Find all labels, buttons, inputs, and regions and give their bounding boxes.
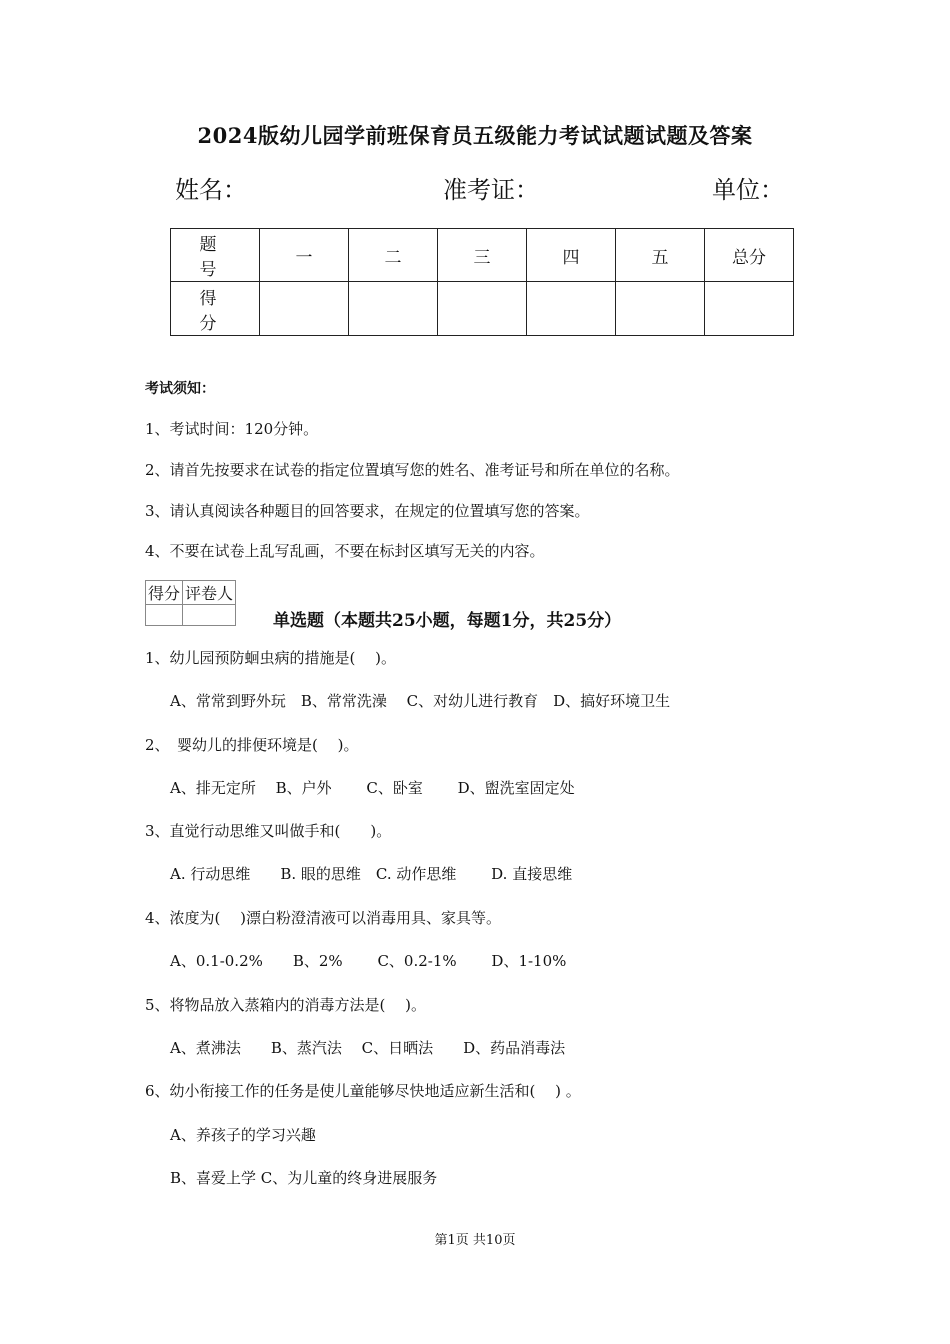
grader-table: [145, 580, 236, 626]
question-text: 1、幼儿园预防蛔虫病的措施是( )。: [145, 649, 397, 667]
section-4-header: 四: [527, 229, 616, 282]
section-3-header: 三: [438, 229, 527, 282]
total-header: 总分: [705, 229, 794, 282]
score-cell: [616, 282, 705, 336]
question-text: 6、幼小衔接工作的任务是使儿童能够尽快地适应新生活和( ) 。: [145, 1082, 581, 1100]
score-cell: [260, 282, 349, 336]
question-text: 3、直觉行动思维又叫做手和( )。: [145, 822, 392, 840]
score-cell: [705, 282, 794, 336]
section-2-header: 二: [349, 229, 438, 282]
page-footer: 第1页 共10页: [434, 1233, 516, 1248]
unit-label: 单位：: [712, 176, 784, 204]
question-number-label: 题 号: [171, 229, 260, 282]
score-table: [170, 228, 794, 336]
score-cell: [349, 282, 438, 336]
grader-reviewer-cell: [183, 605, 236, 626]
name-label: 姓名：: [175, 176, 247, 204]
question-options: A. 行动思维 B. 眼的思维 C. 动作思维 D. 直接思维: [170, 865, 573, 883]
question-text: 2、 婴幼儿的排便环境是( )。: [145, 736, 359, 754]
question-options: A、煮沸法 B、蒸汽法 C、日晒法 D、药品消毒法: [170, 1039, 566, 1057]
notes-heading: 考试须知：: [145, 381, 215, 397]
score-table-header-row: [171, 229, 794, 282]
score-cell: [438, 282, 527, 336]
question-options: A、常常到野外玩 B、常常洗澡 C、对幼儿进行教育 D、搞好环境卫生: [170, 692, 671, 710]
note-item: 3、请认真阅读各种题目的回答要求，在规定的位置填写您的答案。: [145, 502, 590, 520]
question-options: A、0.1-0.2% B、2% C、0.2-1% D、1-10%: [170, 952, 567, 970]
question-option: A、养孩子的学习兴趣: [170, 1126, 316, 1144]
grader-score-label: 得分: [146, 581, 183, 605]
note-item: 4、不要在试卷上乱写乱画，不要在标封区填写无关的内容。: [145, 542, 545, 560]
score-table-score-row: [171, 282, 794, 336]
section-1-header: 一: [260, 229, 349, 282]
note-item: 2、请首先按要求在试卷的指定位置填写您的姓名、准考证号和所在单位的名称。: [145, 461, 680, 479]
question-option: B、喜爱上学 C、为儿童的终身进展服务: [170, 1169, 438, 1187]
section-5-header: 五: [616, 229, 705, 282]
question-text: 4、浓度为( )漂白粉澄清液可以消毒用具、家具等。: [145, 909, 502, 927]
question-options: A、排无定所 B、户外 C、卧室 D、盥洗室固定处: [170, 779, 575, 797]
note-item: 1、考试时间：120分钟。: [145, 420, 319, 438]
section-title: 单选题（本题共25小题，每题1分，共25分）: [273, 611, 622, 631]
grader-score-cell: [146, 605, 183, 626]
score-cell: [527, 282, 616, 336]
exam-id-label: 准考证：: [443, 176, 539, 204]
question-text: 5、将物品放入蒸箱内的消毒方法是( )。: [145, 996, 427, 1014]
grader-reviewer-label: 评卷人: [183, 581, 236, 605]
page-title: 2024版幼儿园学前班保育员五级能力考试试题试题及答案: [197, 123, 753, 148]
score-label: 得 分: [171, 282, 260, 336]
